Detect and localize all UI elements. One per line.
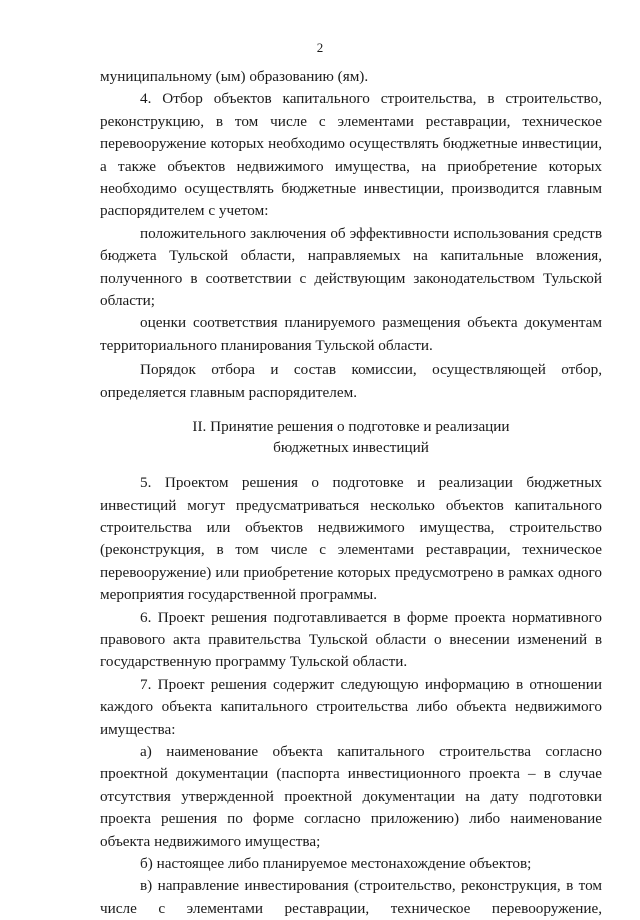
paragraph-item-5: 5. Проектом решения о подготовке и реализации бюджетных инвестиций могут предусматриваться несколько объектов капитального строительства или объектов недвижимого имущества, строительство (реконструкция, в том числе с элементами реставрации, техническое перевооружение) или приобретение которых предусмотрено в рамках одного мероприятия государственной программы. (100, 474, 602, 604)
paragraph-conclusion: положительного заключения об эффективности использования средств бюджета Тульской области, направляемых на капитальные вложения, полученного в соответствии с действующим законодательством Тульской области; (100, 224, 602, 310)
paragraph-item-7: 7. Проект решения содержит следующую информацию в отношении каждого объекта капитального строительства либо объекта недвижимого имущества: (100, 675, 602, 738)
paragraph-procedure: Порядок отбора и состав комиссии, осуществляющей отбор, определяется главным распорядителем. (100, 361, 602, 401)
section-heading-line-1: II. Принятие решения о подготовке и реализации (192, 418, 510, 436)
paragraph-assessment: оценки соответствия планируемого размещения объекта документам территориального планирования Тульской области. (100, 314, 602, 354)
paragraph-sub-v: в) направление инвестирования (строительство, реконструкция, в том числе с элементами реставрации, техническое перевооружение, (100, 877, 602, 917)
paragraph-sub-a: а) наименование объекта капитального строительства согласно проектной документации (паспорта инвестиционного проекта – в случае отсутствия утвержденной проектной документации на дату подготовки проекта решения по форме согласно приложению) либо наименование объекта недвижимого имущества; (100, 742, 602, 850)
section-heading (100, 416, 602, 458)
paragraph-item-6: 6. Проект решения подготавливается в форме проекта нормативного правового акта правительства Тульской области о внесении изменений в государственную программу Тульской области. (100, 608, 602, 671)
section-heading-line-2: бюджетных инвестиций (273, 439, 429, 457)
page-number: 2 (316, 40, 324, 55)
document-body (100, 66, 602, 920)
paragraph-item-4: 4. Отбор объектов капитального строительства, в строительство, реконструкцию, в том числе с элементами реставрации, техническое перевооружение которых необходимо осуществлять бюджетные инвестиции, а также объектов недвижимого имущества, на приобретение которых необходимо осуществлять бюджетные инвестиции, производится главным распорядителем с учетом: (100, 90, 602, 220)
paragraph-sub-b: б) настоящее либо планируемое местонахождение объектов; (140, 855, 532, 872)
paragraph-continuation: муниципальному (ым) образованию (ям). (100, 68, 369, 85)
